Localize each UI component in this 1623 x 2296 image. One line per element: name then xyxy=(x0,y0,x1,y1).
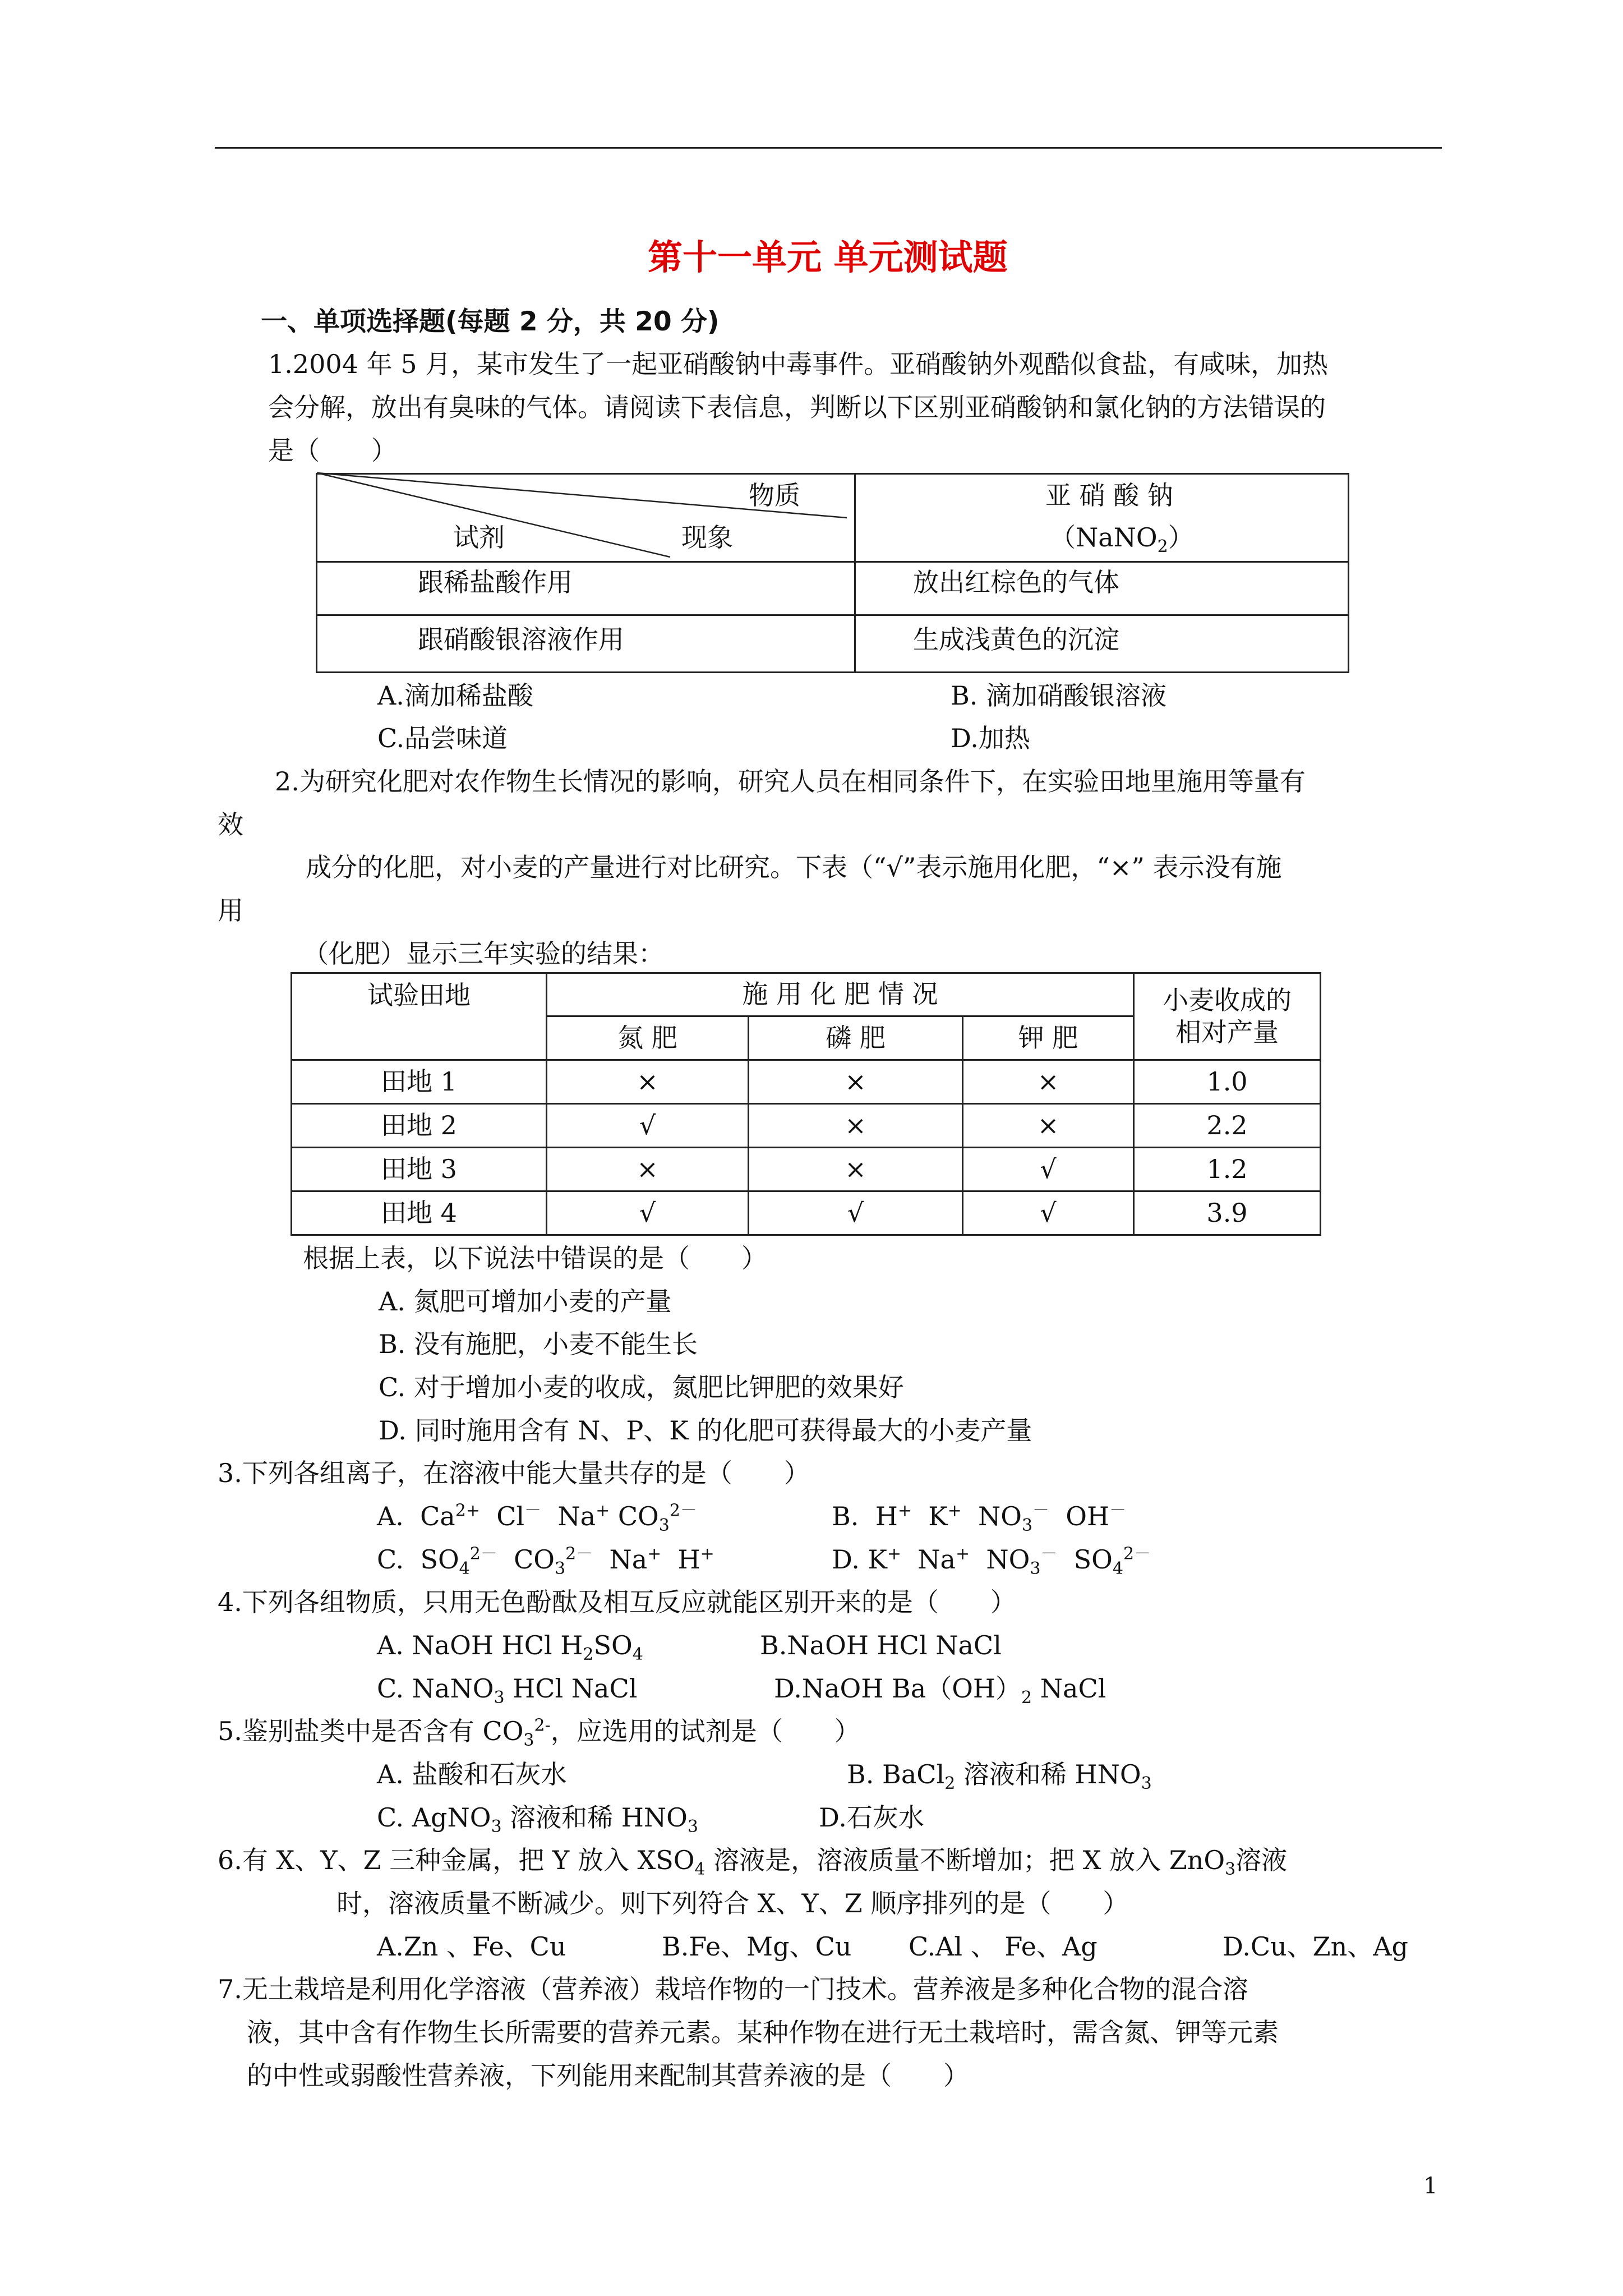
h-field: 试验田地 xyxy=(367,980,471,1011)
header-compound: 亚 硝 酸 钠 xyxy=(1045,480,1173,510)
table-cell: 3.9 xyxy=(1206,1197,1248,1228)
q5-stem: 5.鉴别盐类中是否含有 $CO_3^{2-}$，应选用的试剂是（ ） xyxy=(218,1715,860,1751)
q4-option-b: B.NaOH HCl NaCl xyxy=(760,1630,1002,1660)
q3-option-c: C. $SO_4^{2-}$ $CO_3^{2-}$ Na+ H+ xyxy=(377,1544,714,1579)
row2-reagent: 跟硝酸银溶液作用 xyxy=(418,624,624,655)
page-number: 1 xyxy=(1423,2173,1438,2199)
q5-option-d: D.石灰水 xyxy=(819,1802,924,1833)
header-rule xyxy=(215,147,1442,149)
header-reagent: 试剂 xyxy=(453,522,505,553)
table-row: 田地 4 xyxy=(381,1197,457,1228)
table-cell: 1.2 xyxy=(1206,1153,1248,1184)
q7-line-1: 7.无土栽培是利用化学溶液（营养液）栽培作物的一门技术。营养液是多种化合物的混合溶 xyxy=(218,1974,1248,2004)
q6-option-b: B.Fe、Mg、Cu xyxy=(662,1931,852,1962)
table-cell: × xyxy=(637,1066,658,1097)
table-row: 田地 2 xyxy=(381,1110,457,1140)
header-formula: （NaNO$_2$） xyxy=(1050,522,1194,557)
table-cell: 2.2 xyxy=(1206,1110,1248,1140)
q6-option-c: C.Al 、 Fe、Ag xyxy=(909,1931,1098,1962)
q6-option-a: A.Zn 、Fe、Cu xyxy=(377,1931,566,1962)
table-cell: × xyxy=(1037,1110,1059,1140)
row1-phenomenon: 放出红棕色的气体 xyxy=(913,567,1119,597)
table-row: 田地 1 xyxy=(381,1066,457,1097)
q4-stem: 4.下列各组物质，只用无色酚酞及相互反应就能区别开来的是（ ） xyxy=(218,1587,1016,1617)
table-cell: × xyxy=(845,1066,866,1097)
q1-line-3: 是（ ） xyxy=(268,435,397,466)
table-cell: √ xyxy=(639,1110,656,1140)
header-substance: 物质 xyxy=(749,480,800,510)
section-heading: 一、单项选择题(每题 2 分，共 20 分) xyxy=(261,306,720,337)
q1-line-2: 会分解，放出有臭味的气体。请阅读下表信息，判断以下区别亚硝酸钠和氯化钠的方法错误的 xyxy=(268,392,1326,422)
q5-option-a: A. 盐酸和石灰水 xyxy=(377,1759,567,1789)
q2-line-4: 用 xyxy=(218,895,243,926)
q4-option-c: C. NaNO$_3$ HCl NaCl xyxy=(377,1673,638,1708)
q3-stem: 3.下列各组离子，在溶液中能大量共存的是（ ） xyxy=(218,1458,810,1488)
q1-option-a: A.滴加稀盐酸 xyxy=(377,680,533,711)
q4-option-a: A. NaOH HCl $H_2SO_4$ xyxy=(377,1630,643,1665)
q2-option-a: A. 氮肥可增加小麦的产量 xyxy=(379,1286,672,1317)
q1-option-b: B. 滴加硝酸银溶液 xyxy=(951,680,1167,711)
q1-option-c: C.品尝味道 xyxy=(377,723,508,753)
q3-option-b: B. H+ K+ $NO_3^-$ OH－ xyxy=(832,1501,1127,1536)
q2-option-d: D. 同时施用含有 N、P、K 的化肥可获得最大的小麦产量 xyxy=(379,1415,1032,1446)
q2-line-1: 2.为研究化肥对农作物生长情况的影响，研究人员在相同条件下，在实验田地里施用等量有 xyxy=(275,766,1306,797)
table-cell: × xyxy=(1037,1066,1059,1097)
q6-line-2: 时，溶液质量不断减少。则下列符合 X、Y、Z 顺序排列的是（ ） xyxy=(336,1888,1129,1918)
h-potassium: 钾 肥 xyxy=(1018,1022,1078,1053)
table-cell: √ xyxy=(1040,1197,1057,1228)
page-title: 第十一单元 单元测试题 xyxy=(648,237,1008,278)
q5-option-b: B. BaCl$_2$ 溶液和稀 $HNO_3$ xyxy=(847,1759,1152,1794)
h-phosphorus: 磷 肥 xyxy=(826,1022,886,1053)
q3-option-d: D. K+ Na+ $NO_3^-$ $SO_4^{2-}$ xyxy=(832,1544,1151,1579)
q6-option-d: D.Cu、Zn、Ag xyxy=(1223,1931,1408,1962)
row1-reagent: 跟稀盐酸作用 xyxy=(418,567,573,597)
table-cell: √ xyxy=(847,1197,864,1228)
q7-line-2: 液，其中含有作物生长所需要的营养元素。某种作物在进行无土栽培时，需含氮、钾等元素 xyxy=(247,2017,1279,2047)
table-cell: √ xyxy=(639,1197,656,1228)
q1-option-d: D.加热 xyxy=(951,723,1030,753)
q2-line-5: （化肥）显示三年实验的结果： xyxy=(303,938,664,969)
q2-stem: 根据上表，以下说法中错误的是（ ） xyxy=(303,1243,767,1273)
header-phenomenon: 现象 xyxy=(681,522,733,553)
q2-line-3: 成分的化肥，对小麦的产量进行对比研究。下表（“√”表示施用化肥，“×” 表示没有施 xyxy=(306,852,1282,882)
q2-option-b: B. 没有施肥，小麦不能生长 xyxy=(379,1329,698,1359)
q6-line-1: 6.有 X、Y、Z 三种金属，把 Y 放入 $XSO_4$ 溶液是，溶液质量不断增加；把 X 放入 ZnO$_3$溶液 xyxy=(218,1845,1288,1880)
q5-option-c: C. AgNO$_3$ 溶液和稀 $HNO_3$ xyxy=(377,1802,698,1837)
table-cell: 1.0 xyxy=(1206,1066,1248,1097)
q3-option-a: A. $Ca^{2+}$ Cl－ Na+ $CO_3^{2-}$ xyxy=(377,1501,697,1536)
row2-phenomenon: 生成浅黄色的沉淀 xyxy=(913,624,1119,655)
table-cell: × xyxy=(845,1110,866,1140)
q1-line-1: 1.2004 年 5 月，某市发生了一起亚硝酸钠中毒事件。亚硝酸钠外观酷似食盐，有咸味，加热 xyxy=(268,349,1329,379)
h-fert: 施 用 化 肥 情 况 xyxy=(742,979,938,1010)
h-yield: 小麦收成的 相对产量 xyxy=(1163,984,1292,1047)
table-cell: × xyxy=(637,1153,658,1184)
table-cell: √ xyxy=(1040,1153,1057,1184)
q7-line-3: 的中性或弱酸性营养液，下列能用来配制其营养液的是（ ） xyxy=(247,2060,969,2091)
q4-option-d: D.NaOH $Ba(OH)_2$ NaCl xyxy=(774,1673,1106,1708)
q2-line-2: 效 xyxy=(218,809,243,840)
table-row: 田地 3 xyxy=(381,1153,457,1184)
h-nitrogen: 氮 肥 xyxy=(617,1022,677,1053)
q2-option-c: C. 对于增加小麦的收成，氮肥比钾肥的效果好 xyxy=(379,1372,904,1402)
table-cell: × xyxy=(845,1153,866,1184)
